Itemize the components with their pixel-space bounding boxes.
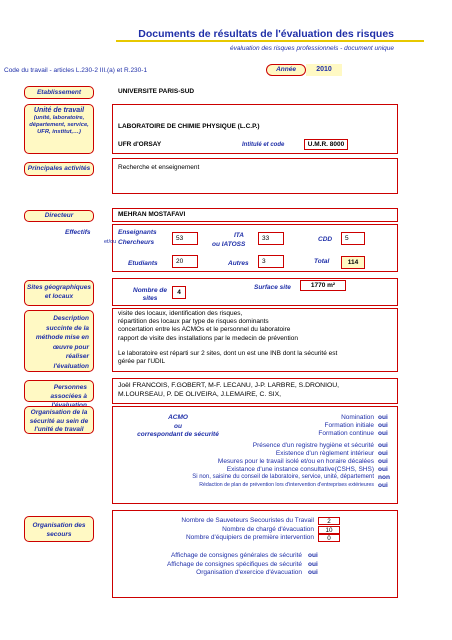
autres-value: 3 (258, 255, 284, 268)
directeur-value: MEHRAN MOSTAFAVI (118, 211, 186, 218)
autres-label: Autres (228, 260, 249, 267)
acmo-line: ACMO (168, 414, 188, 421)
personnes-label: Personnes associées à (24, 380, 94, 402)
methode-label: Description succinte de la méthode mise en œuvre pour réaliser l'évaluation (24, 310, 94, 372)
enseignants-label: Enseignants (118, 229, 157, 236)
enseignants-value: 53 (172, 232, 198, 245)
secours-count-value: 0 (318, 534, 340, 542)
securite-row-label: Nomination (341, 414, 374, 421)
total-label: Total (314, 258, 330, 265)
surface-value: 1770 m² (300, 280, 346, 291)
effectifs-label: Effectifs (65, 229, 91, 236)
page-title: Documents de résultats de l'évaluation des risques (138, 28, 394, 40)
securite-row-label: Rédaction de plan de prévention lors d'intervention d'entreprises extérieures (199, 482, 374, 488)
secours-row-value: oui (308, 560, 318, 568)
securite-row-label: Formation initiale (324, 422, 374, 429)
methode-text (118, 310, 337, 366)
etudiants-value: 20 (172, 255, 198, 268)
methode-line: rapport de visite des installations par le medecin de prévention (118, 334, 298, 342)
secours-row-label: Organisation d'exercice d'évacuation (196, 569, 302, 576)
nombre-sites-label: Nombre de sites (133, 287, 167, 302)
acmo-line: correspondant de sécurité (137, 431, 219, 438)
secours-row-value: oui (308, 569, 318, 576)
securite-row-label: Si non, saisine du conseil de laboratoire, service, unité, département (192, 474, 374, 480)
etablissement-value: UNIVERSITE PARIS-SUD (118, 88, 195, 95)
securite-row-label: Mesures pour le travail isolé et/ou en horaire décalées (217, 458, 374, 465)
methode-line: concertation entre les ACMOs et le personnel du laboratoire (118, 326, 291, 334)
total-value: 114 (341, 256, 365, 269)
securite-label: Organisation de la sécurité au sein de l'unité de travail (24, 406, 94, 434)
securite-row-label: Présence d'un registre hygiène et sécurité (252, 442, 374, 449)
secours-row-value: oui (308, 552, 318, 559)
unite-code: U.M.R. 8000 (304, 139, 348, 150)
annee-label: Année (266, 64, 306, 76)
methode-line (118, 343, 337, 350)
activites-value: Recherche et enseignement (118, 164, 200, 171)
code-travail: Code du travail - articles L.230-2 III.(a) et R.230-1 (4, 67, 148, 74)
ita-label: ITA (234, 232, 244, 239)
directeur-label: Directeur (24, 210, 94, 222)
page-subtitle: évaluation des risques professionnels - document unique (229, 45, 394, 52)
secours-count-value: 10 (318, 526, 340, 534)
etudiants-label: Etudiants (128, 260, 158, 267)
securite-row-value: oui (378, 482, 388, 489)
securite-row-value: oui (378, 450, 388, 457)
unite-ufr: UFR d'ORSAY (118, 141, 162, 148)
personnes-text (118, 381, 339, 399)
secours-row-label: Affichage de consignes générales de sécurité (170, 552, 302, 559)
ita-value: 33 (258, 232, 284, 245)
secours-count-label: Nombre d'équipiers de première intervention (185, 534, 314, 541)
securite-row-value: oui (378, 422, 388, 429)
activites-label: Principales activités (24, 162, 94, 176)
securite-row-label: Existence d'un règlement intérieur (275, 450, 374, 457)
sites-label: Sites géographiques et locaux (24, 280, 94, 306)
nombre-sites-value: 4 (172, 286, 186, 299)
secours-label: Organisation des secours (24, 516, 94, 542)
personnes-line: Joël FRANCOIS, F.GOBERT, M-F. LECANU, J-P. LARBRE, S.DRONIOU, (118, 382, 340, 389)
chercheurs-label: Chercheurs (118, 239, 155, 246)
intitule-label: Intitulé et code (242, 142, 285, 148)
securite-row-label: Formation continue (318, 430, 374, 437)
etablissement-label: Etablissement (24, 86, 94, 99)
securite-row-label: Existance d'une instance consultative(CSHS, SHS) (226, 466, 374, 473)
securite-row-value: oui (378, 430, 388, 437)
header-rule (116, 40, 424, 42)
annee-value: 2010 (306, 64, 342, 76)
secours-count-label: Nombre de Sauveteurs Secouristes du Travail (181, 517, 314, 524)
secours-count-value: 2 (318, 517, 340, 525)
acmo-label (118, 414, 238, 440)
secours-row-label: Affichage de consignes spécifiques de sécurité (166, 560, 302, 568)
unite-sublabel: (unité, laboratoire, département, service, UFR, institut,…) (29, 115, 89, 135)
unite-label: Unité de travail (33, 107, 85, 114)
securite-row-value: oui (378, 414, 388, 421)
unite-label-box (24, 104, 94, 154)
securite-row-value: non (378, 474, 390, 481)
methode-line: répartition des locaux par type de risques dominants (118, 318, 269, 326)
securite-row-value: oui (378, 442, 388, 449)
securite-row-value: oui (378, 466, 388, 473)
methode-line: Le laboratoire est réparti sur 2 sites, dont un est une INB dont la sécurité est (118, 349, 338, 357)
methode-line: gérée par l'UDIL (118, 358, 166, 366)
secours-count-label: Nombre de chargé d'évacuation (222, 525, 314, 533)
cdd-value: 5 (341, 232, 365, 245)
securite-row-value: oui (378, 458, 388, 465)
acmo-line: ou (174, 422, 182, 430)
unite-name: LABORATOIRE DE CHIMIE PHYSIQUE (L.C.P.) (118, 123, 260, 130)
etou-label: et/ou (104, 239, 117, 245)
surface-label: Surface site (254, 284, 291, 291)
cdd-label: CDD (318, 236, 333, 243)
iatoss-label: ou IATOSS (212, 241, 246, 248)
methode-line: visite des locaux, identification des risques, (118, 310, 243, 317)
personnes-line: M.LOURSEAU, P. DE OLIVEIRA, J.LEMAIRE, C. SIX, (118, 391, 282, 398)
